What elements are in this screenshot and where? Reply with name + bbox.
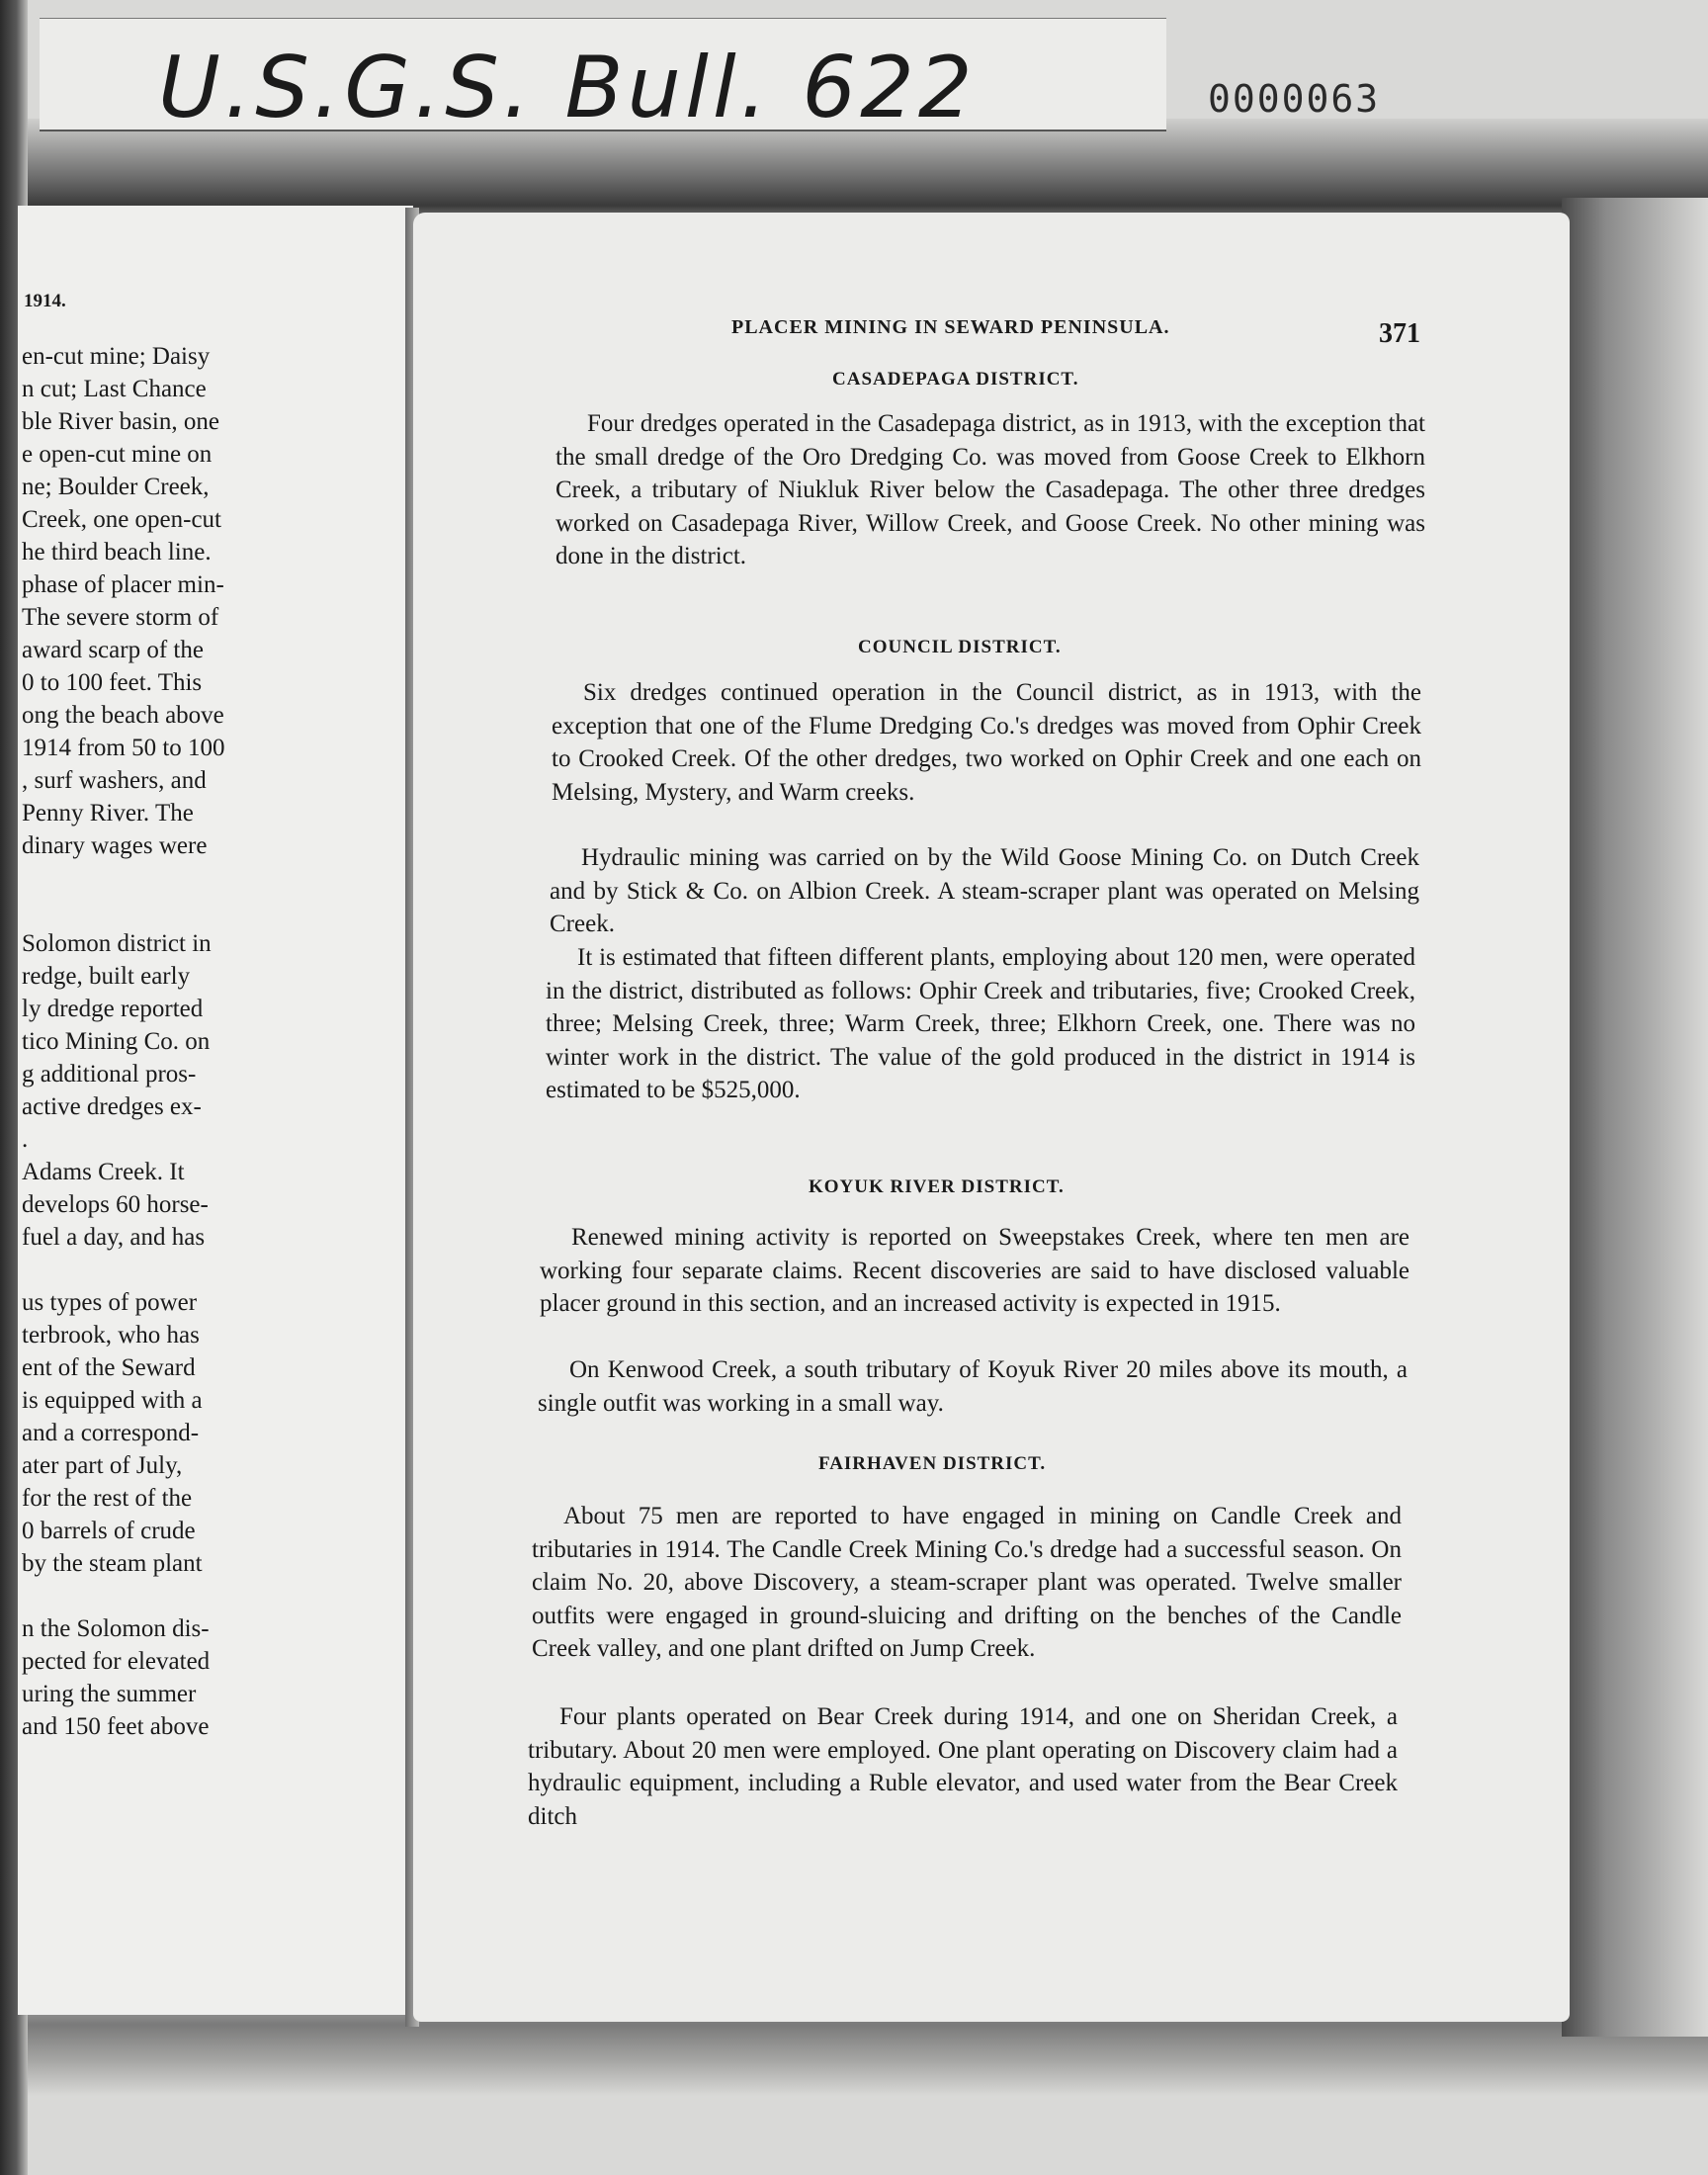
left-page-line: 0 to 100 feet. This bbox=[22, 669, 203, 696]
left-page-line: for the rest of the bbox=[22, 1485, 193, 1512]
left-page-line: terbrook, who has bbox=[22, 1322, 200, 1348]
left-page-line: and a correspond- bbox=[22, 1420, 200, 1446]
paragraph: Hydraulic mining was carried on by the Wild Goose Mining Co. on Dutch Creek and by Stick & Co. on Albion Creek. A steam-scraper plant was operated on Melsing Creek. bbox=[550, 844, 1419, 937]
left-page-line: Solomon district in bbox=[22, 930, 212, 957]
page-number: 371 bbox=[1379, 318, 1420, 349]
left-page-line: 1914 from 50 to 100 bbox=[22, 735, 225, 761]
left-page-line: active dredges ex- bbox=[22, 1093, 202, 1120]
left-page-line: award scarp of the bbox=[22, 637, 204, 663]
left-page-line: n cut; Last Chance bbox=[22, 376, 207, 402]
left-page-line: The severe storm of bbox=[22, 604, 219, 631]
paragraph: Six dredges continued operation in the Council district, as in 1913, with the exception that one of the Flume Dredging Co.'s dredges was moved from Ophir Creek to Crooked Creek. Of the other dredges, two worked on Ophir Creek and one each on Melsing, Mystery, and Warm creeks. bbox=[552, 679, 1421, 806]
left-page-line: e open-cut mine on bbox=[22, 441, 213, 468]
left-page-line: Creek, one open-cut bbox=[22, 506, 222, 533]
left-page-line: en-cut mine; Daisy bbox=[22, 343, 211, 370]
left-page-line: dinary wages were bbox=[22, 832, 208, 859]
left-page-line: ble River basin, one bbox=[22, 408, 219, 435]
section-title-casadepaga: CASADEPAGA DISTRICT. bbox=[832, 369, 1079, 390]
left-page-line: is equipped with a bbox=[22, 1387, 203, 1414]
section-title-koyuk-river: KOYUK RIVER DISTRICT. bbox=[809, 1176, 1065, 1197]
left-page-line: 0 barrels of crude bbox=[22, 1518, 196, 1544]
handwritten-label: U.S.G.S. Bull. 622 bbox=[158, 39, 977, 137]
left-page-line: ne; Boulder Creek, bbox=[22, 474, 210, 500]
paragraph: Four plants operated on Bear Creek during 1914, and one on Sheridan Creek, a tributary. About 20 men were employed. One plant operating on Discovery claim had a hydraulic equipment, including a Ruble elevator, and used water from the Bear Creek ditch bbox=[528, 1703, 1398, 1830]
left-page-line: pected for elevated bbox=[22, 1648, 211, 1675]
left-page bbox=[18, 206, 413, 2015]
left-page-line: develops 60 horse- bbox=[22, 1191, 209, 1218]
archive-label-strip bbox=[40, 18, 1166, 137]
left-page-line: us types of power bbox=[22, 1289, 198, 1316]
running-head: PLACER MINING IN SEWARD PENINSULA. bbox=[731, 316, 1170, 338]
left-page-line: ong the beach above bbox=[22, 702, 224, 729]
paragraph: About 75 men are reported to have engaged in mining on Candle Creek and tributaries in 1914. The Candle Creek Mining Co.'s dredge had a successful season. On claim No. 20, above Discovery, a steam-scraper plant was operated. Twelve smaller outfits were engaged in ground-sluicing and drifting on the benches of the Candle Creek valley, and one plant drifted on Jump Creek. bbox=[532, 1503, 1402, 1662]
section-title-fairhaven: FAIRHAVEN DISTRICT. bbox=[818, 1453, 1047, 1474]
scan-shadow-right bbox=[1562, 198, 1708, 2037]
left-page-line: Adams Creek. It bbox=[22, 1159, 185, 1185]
left-page-line: ater part of July, bbox=[22, 1452, 183, 1479]
left-page-line: g additional pros- bbox=[22, 1061, 197, 1088]
paragraph: Renewed mining activity is reported on Sweepstakes Creek, where ten men are working four separate claims. Recent discoveries are said to have disclosed valuable placer ground in this section, and an increased activity is expected in 1915. bbox=[540, 1224, 1409, 1317]
left-page-line: redge, built early bbox=[22, 963, 191, 990]
left-page-line: Penny River. The bbox=[22, 800, 194, 826]
left-page-line: he third beach line. bbox=[22, 539, 212, 566]
left-page-line: tico Mining Co. on bbox=[22, 1028, 211, 1055]
left-page-line: n the Solomon dis- bbox=[22, 1615, 210, 1642]
paragraph: It is estimated that fifteen different plants, employing about 120 men, were operated in the district, distributed as follows: Ophir Creek and tributaries, five; Crooked Creek, three; Melsing Creek, three; Warm Creek, three; Elkhorn Creek, one. There was no winter work in the district. The value of the gold produced in the district in 1914 is estimated to be $525,000. bbox=[546, 944, 1415, 1103]
paragraph: Four dredges operated in the Casadepaga district, as in 1913, with the exception that the small dredge of the Oro Dredging Co. was moved from Goose Creek to Elkhorn Creek, a tributary of Niukluk River below the Casadepaga. The other three dredges worked on Casadepaga River, Willow Creek, and Goose Creek. No other mining was done in the district. bbox=[555, 410, 1425, 569]
left-page-line: fuel a day, and has bbox=[22, 1224, 206, 1251]
left-page-line: ent of the Seward bbox=[22, 1354, 196, 1381]
stamp-number: 0000063 bbox=[1208, 77, 1381, 121]
section-title-council: COUNCIL DISTRICT. bbox=[858, 637, 1062, 657]
left-page-line: . bbox=[22, 1126, 29, 1153]
left-page-line: ly dredge reported bbox=[22, 996, 204, 1022]
paragraph: On Kenwood Creek, a south tributary of Koyuk River 20 miles above its mouth, a single outfit was working in a small way. bbox=[538, 1356, 1408, 1417]
left-page-line: and 150 feet above bbox=[22, 1713, 210, 1740]
left-page-line: uring the summer bbox=[22, 1681, 197, 1707]
left-page-line: by the steam plant bbox=[22, 1550, 203, 1577]
left-page-header: 1914. bbox=[24, 291, 66, 311]
left-page-line: phase of placer min- bbox=[22, 571, 224, 598]
left-page-line: , surf washers, and bbox=[22, 767, 207, 794]
